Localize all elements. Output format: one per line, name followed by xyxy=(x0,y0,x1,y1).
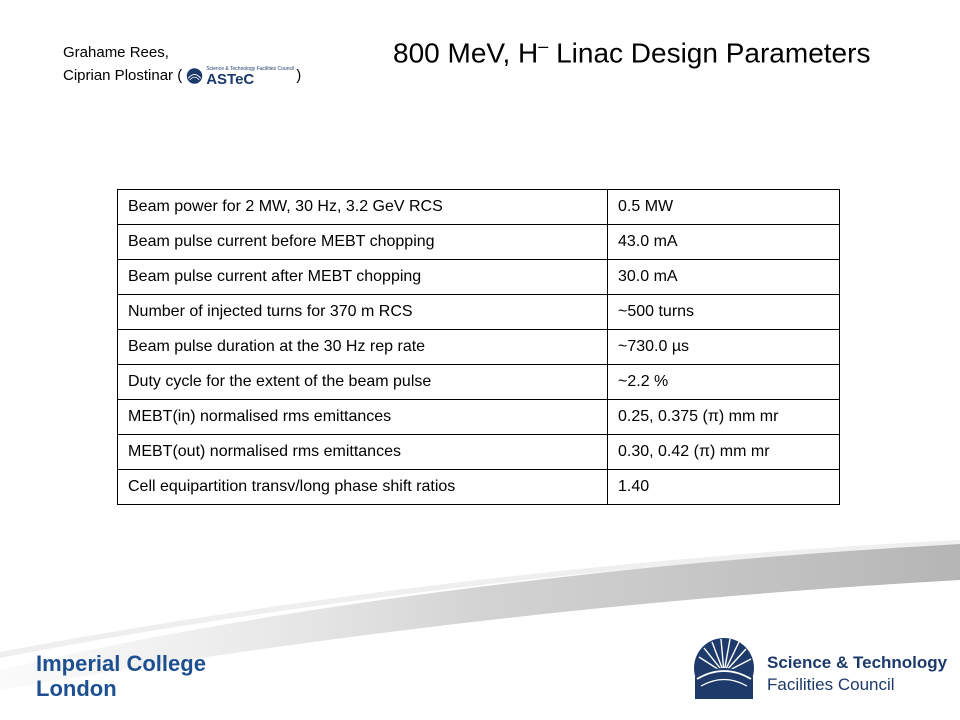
stfc-sunburst-icon xyxy=(693,637,755,699)
stfc-logo-text xyxy=(767,652,947,696)
table-row xyxy=(118,435,840,470)
parameter-value-cell: ~730.0 µs xyxy=(608,330,840,365)
parameter-value-cell: ~2.2 % xyxy=(608,365,840,400)
astec-emblem-icon xyxy=(186,65,203,87)
parameter-value-cell: 43.0 mA xyxy=(608,225,840,260)
parameter-name-cell: Beam pulse current before MEBT chopping xyxy=(118,225,608,260)
parameter-name-cell: Beam power for 2 MW, 30 Hz, 3.2 GeV RCS xyxy=(118,190,608,225)
table-row xyxy=(118,260,840,295)
imperial-logo-line-1: Imperial College xyxy=(36,651,206,676)
author-line-1 xyxy=(63,42,301,64)
parameters-table-body xyxy=(118,190,840,505)
table-row xyxy=(118,190,840,225)
author-rees: Grahame Rees, xyxy=(63,44,169,61)
author-plostinar: Ciprian Plostinar ( xyxy=(63,67,183,84)
astec-logo xyxy=(186,64,294,88)
stfc-logo-line-2: Facilities Council xyxy=(767,675,895,694)
authors-block xyxy=(63,42,301,88)
parameter-value-cell: 30.0 mA xyxy=(608,260,840,295)
parameter-name-cell: Duty cycle for the extent of the beam pulse xyxy=(118,365,608,400)
table-row xyxy=(118,225,840,260)
parameter-name-cell: Beam pulse current after MEBT chopping xyxy=(118,260,608,295)
parameter-name-cell: Cell equipartition transv/long phase shift ratios xyxy=(118,470,608,505)
parameter-name-cell: MEBT(in) normalised rms emittances xyxy=(118,400,608,435)
imperial-logo-line-2: London xyxy=(36,676,117,701)
table-row xyxy=(118,470,840,505)
astec-logo-subtitle: Science & Technology Facilities Council xyxy=(206,65,295,72)
astec-logo-text: ASTeC xyxy=(206,70,255,88)
parameter-value-cell: 0.25, 0.375 (π) mm mr xyxy=(608,400,840,435)
table-row xyxy=(118,295,840,330)
title-superscript: – xyxy=(538,36,549,56)
parameter-value-cell: 1.40 xyxy=(608,470,840,505)
parameters-table xyxy=(117,189,840,505)
parameter-value-cell: 0.5 MW xyxy=(608,190,840,225)
parameter-name-cell: MEBT(out) normalised rms emittances xyxy=(118,435,608,470)
title-prefix: 800 MeV, H xyxy=(393,37,539,69)
parameter-value-cell: 0.30, 0.42 (π) mm mr xyxy=(608,435,840,470)
title-suffix: Linac Design Parameters xyxy=(548,37,871,69)
page-title xyxy=(393,36,870,69)
author-line-2 xyxy=(63,64,301,88)
parameter-name-cell: Number of injected turns for 370 m RCS xyxy=(118,295,608,330)
parameter-value-cell: ~500 turns xyxy=(608,295,840,330)
table-row xyxy=(118,365,840,400)
table-row xyxy=(118,330,840,365)
imperial-college-logo xyxy=(36,651,206,701)
table-row xyxy=(118,400,840,435)
parameter-name-cell: Beam pulse duration at the 30 Hz rep rate xyxy=(118,330,608,365)
stfc-logo-line-1: Science & Technology xyxy=(767,653,948,672)
author-paren-close: ) xyxy=(296,67,302,84)
